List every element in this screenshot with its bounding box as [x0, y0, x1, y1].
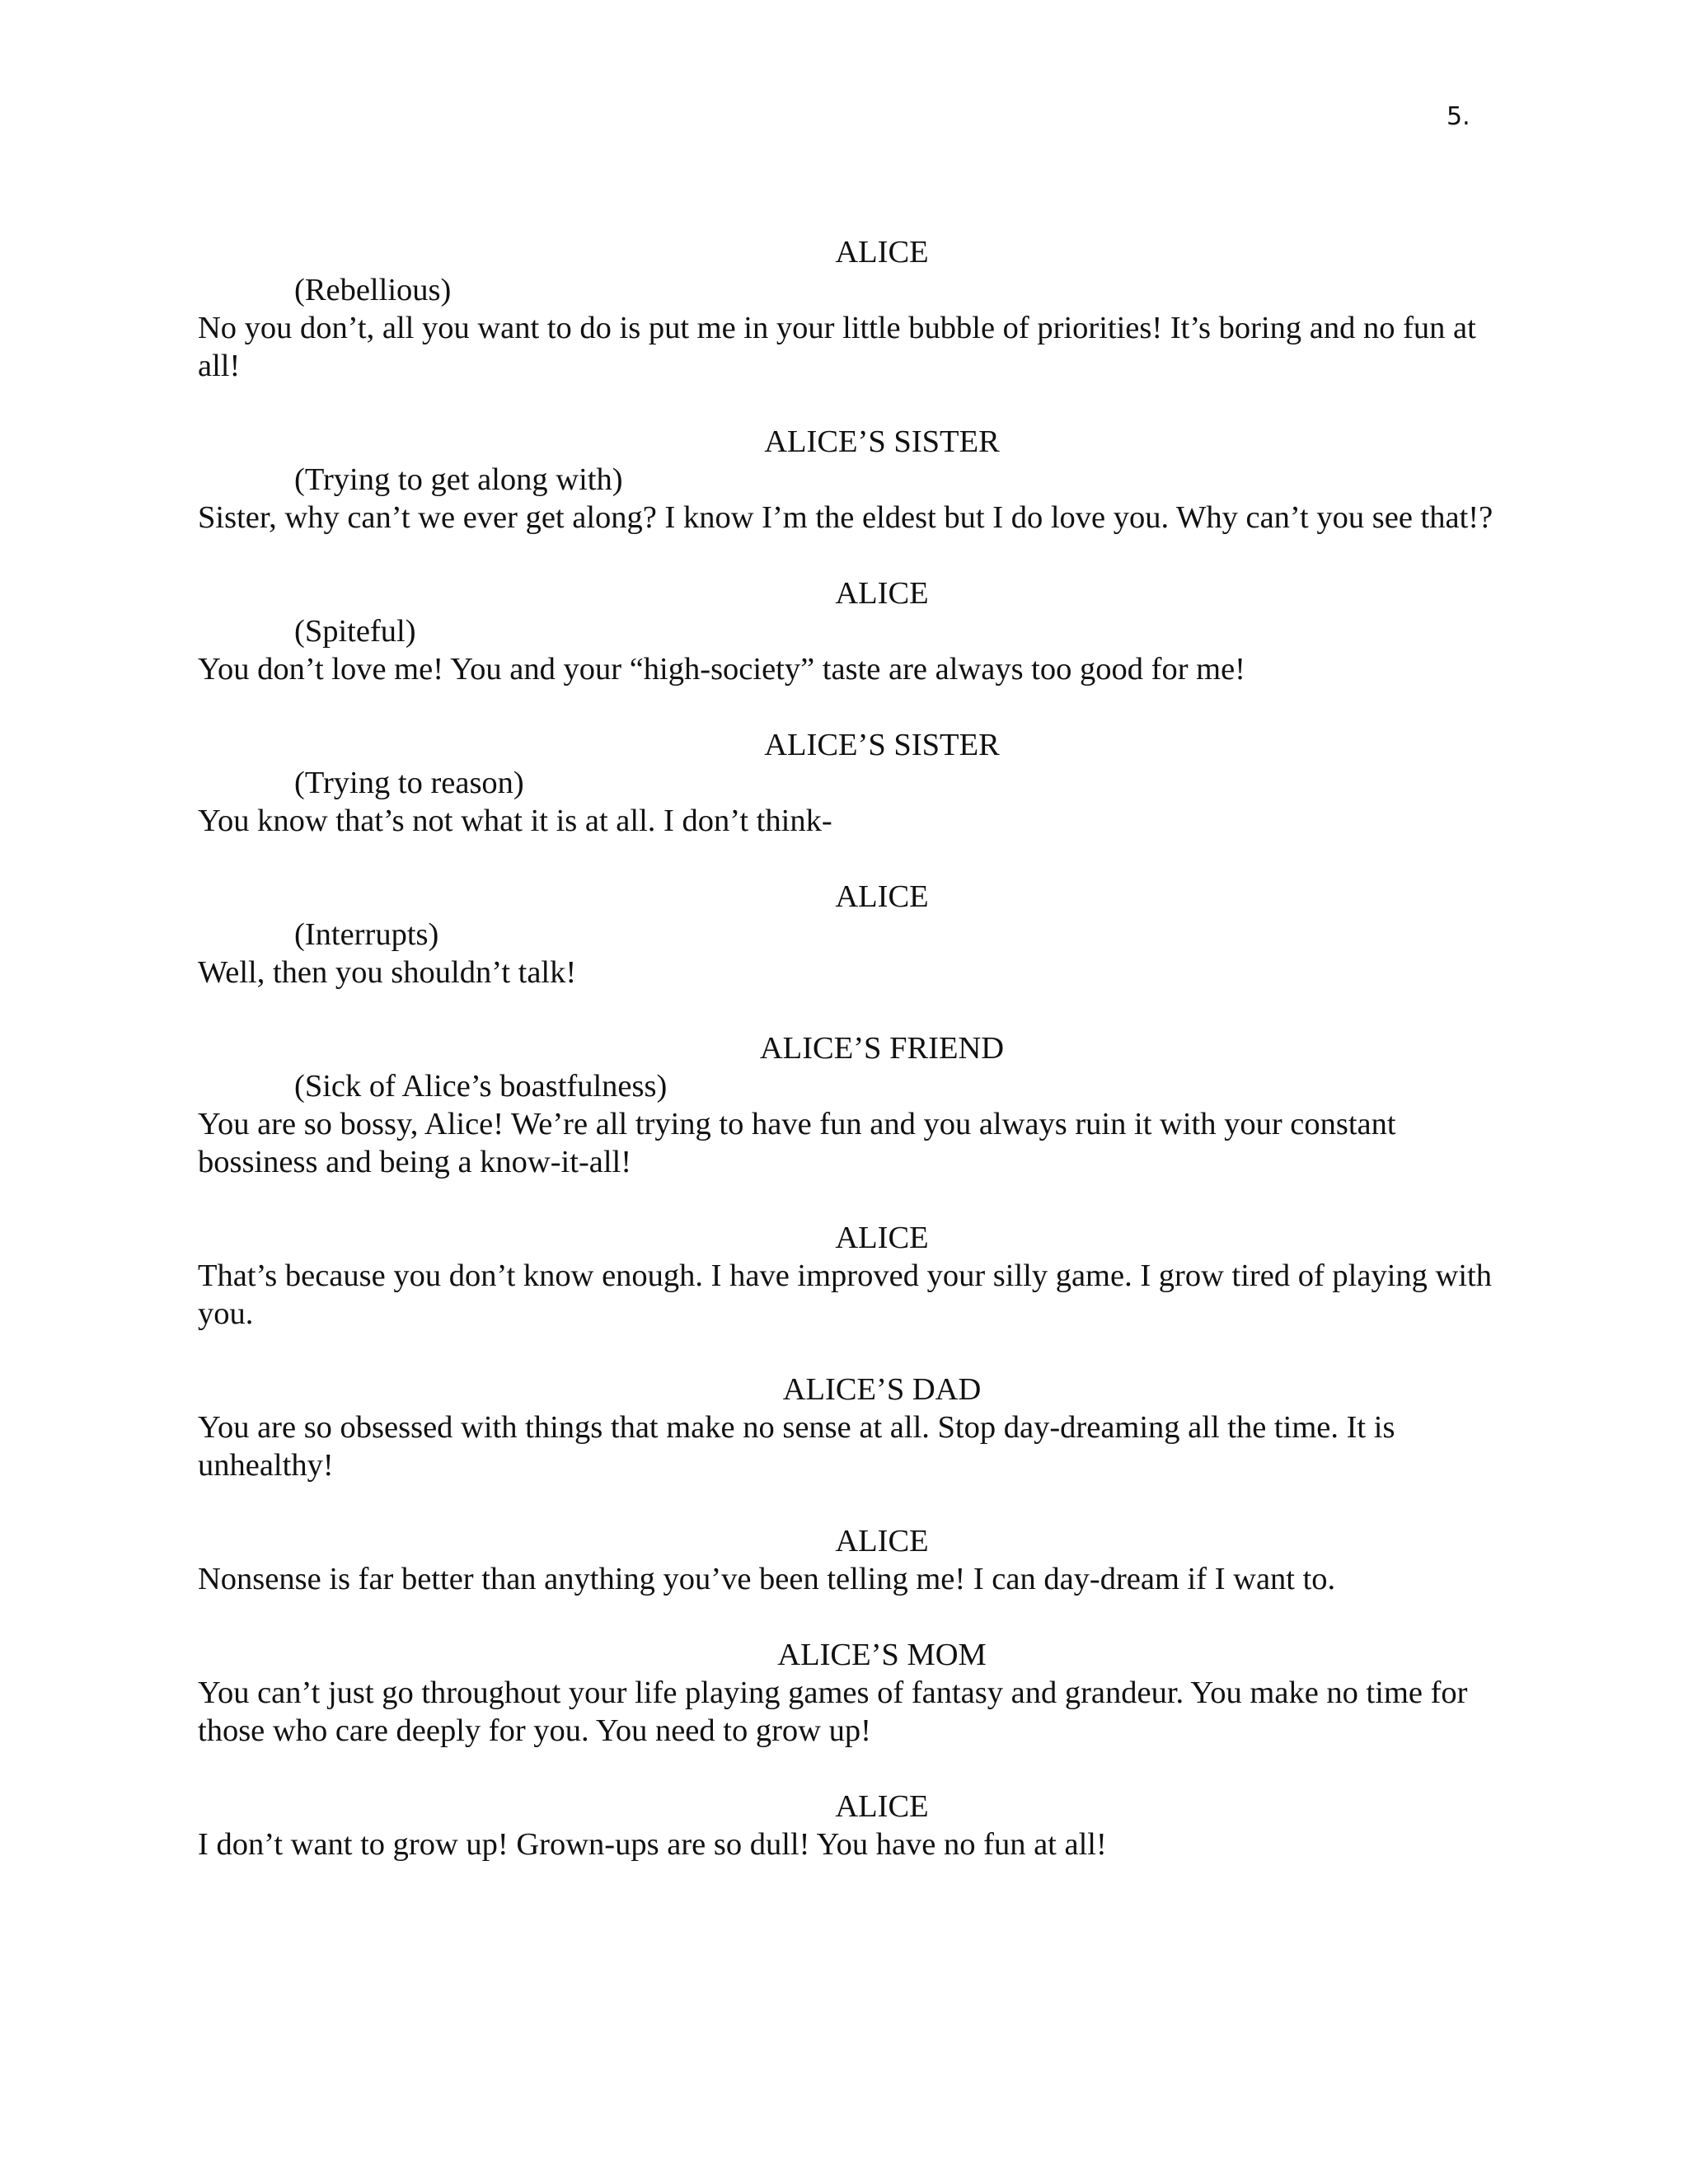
dialogue-text: Nonsense is far better than anything you’ve been telling me! I can day-dream if I want to.	[198, 1562, 1336, 1596]
dialogue-block	[198, 1636, 1517, 1750]
page-number: 5.	[1447, 102, 1470, 131]
dialogue-text: That’s because you don’t know enough. I have improved your silly game. I grow tired of playing with you.	[198, 1258, 1492, 1331]
parenthetical: (Spiteful)	[294, 614, 416, 649]
character-name: ALICE	[835, 1524, 929, 1558]
dialogue-block	[198, 1219, 1517, 1333]
dialogue-block	[198, 1371, 1517, 1484]
dialogue-text: Sister, why can’t we ever get along? I know I’m the eldest but I do love you. Why can’t you see that!?	[198, 500, 1493, 535]
dialogue-text: You are so obsessed with things that make no sense at all. Stop day-dreaming all the time. It is unhealthy!	[198, 1410, 1395, 1483]
character-name: ALICE	[835, 576, 929, 611]
parenthetical: (Trying to reason)	[294, 766, 524, 800]
character-name: ALICE’S SISTER	[764, 728, 1000, 762]
parenthetical: (Interrupts)	[294, 917, 439, 952]
dialogue-text: You are so bossy, Alice! We’re all trying to have fun and you always ruin it with your constant bossiness and being a know-it-all!	[198, 1107, 1396, 1179]
dialogue-text: No you don’t, all you want to do is put me in your little bubble of priorities! It’s boring and no fun at all!	[198, 311, 1476, 383]
character-name: ALICE	[835, 235, 929, 269]
dialogue-block	[198, 574, 1517, 688]
parenthetical: (Rebellious)	[294, 273, 452, 307]
dialogue-block	[198, 726, 1517, 840]
dialogue-text: Well, then you shouldn’t talk!	[198, 955, 577, 990]
dialogue-text: You know that’s not what it is at all. I don’t think-	[198, 804, 832, 838]
character-name: ALICE’S MOM	[777, 1638, 987, 1672]
character-name: ALICE’S FRIEND	[759, 1031, 1005, 1066]
character-name: ALICE	[835, 1221, 929, 1255]
parenthetical: (Trying to get along with)	[294, 462, 623, 497]
dialogue-block	[198, 423, 1517, 537]
dialogue-text: You don’t love me! You and your “high-society” taste are always too good for me!	[198, 652, 1245, 687]
character-name: ALICE	[835, 879, 929, 914]
dialogue-block	[198, 1029, 1517, 1181]
dialogue-block	[198, 1788, 1517, 1863]
character-name: ALICE	[835, 1789, 929, 1824]
dialogue-block	[198, 1522, 1517, 1598]
dialogue-text: You can’t just go throughout your life playing games of fantasy and grandeur. You make no time for those who care deeply for you. You need to grow up!	[198, 1675, 1468, 1748]
character-name: ALICE’S SISTER	[764, 424, 1000, 459]
dialogue-text: I don’t want to grow up! Grown-ups are so dull! You have no fun at all!	[198, 1827, 1107, 1862]
parenthetical: (Sick of Alice’s boastfulness)	[294, 1069, 668, 1104]
dialogue-block	[198, 878, 1517, 991]
script-body	[198, 233, 1517, 1901]
character-name: ALICE’S DAD	[782, 1372, 982, 1407]
dialogue-block	[198, 233, 1517, 385]
